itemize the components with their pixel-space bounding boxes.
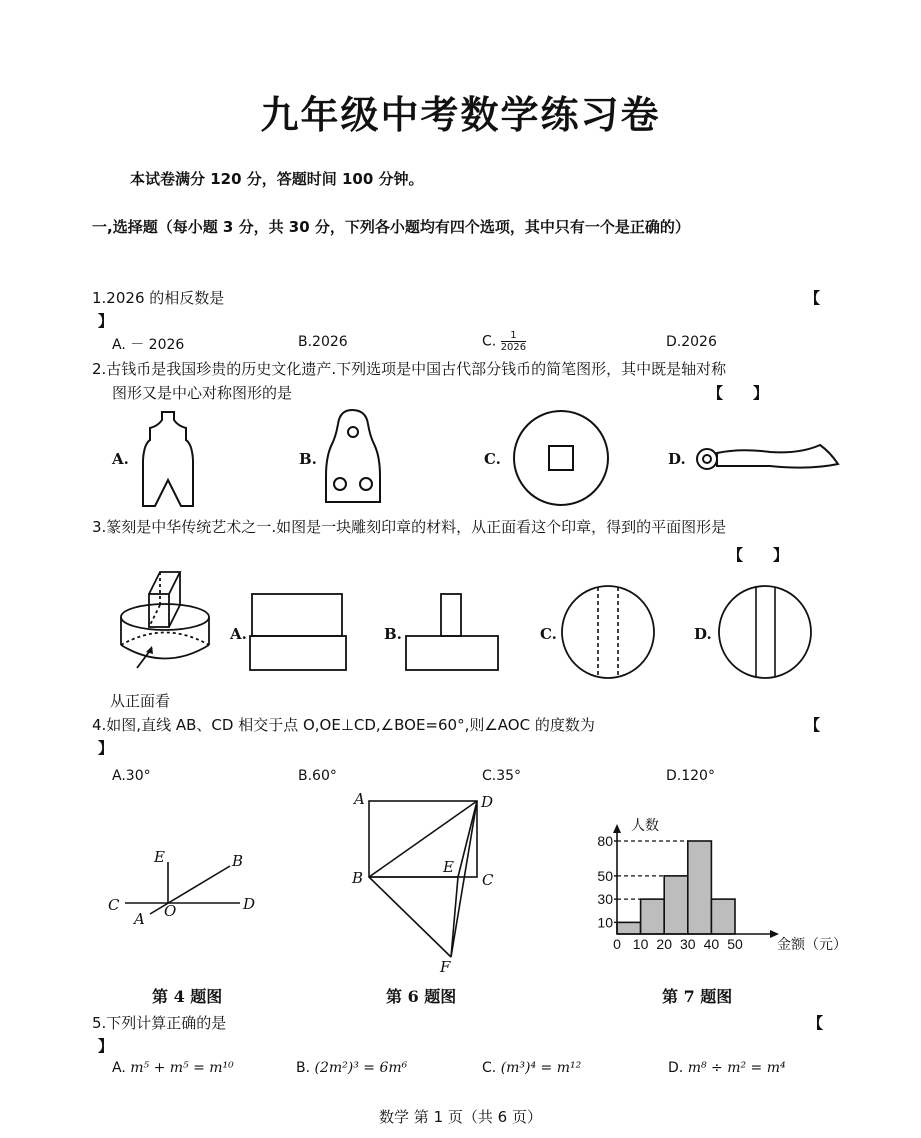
histogram-bar bbox=[664, 876, 688, 934]
page-title: 九年级中考数学练习卷 bbox=[260, 92, 661, 137]
answer-bracket-open: 【 bbox=[805, 716, 821, 734]
q5-option-c-expr: (m³)⁴ = m¹² bbox=[500, 1060, 582, 1076]
fig7-x-label: 金额（元） bbox=[777, 937, 847, 953]
q1-option-b: B.2026 bbox=[298, 334, 348, 350]
q3-label-b: B. bbox=[384, 625, 402, 643]
answer-bracket-pair: 【 】 bbox=[708, 384, 769, 402]
question-2-stem-line1: 2.古钱币是我国珍贵的历史文化遗产.下列选项是中国古代部分钱币的简笔图形，其中既是轴对称 bbox=[92, 360, 727, 378]
fig4-label-e: E bbox=[154, 848, 165, 866]
fig4-label-o: O bbox=[164, 902, 177, 920]
histogram-bar bbox=[711, 899, 735, 934]
fig4-label-a: A bbox=[134, 910, 145, 928]
q2-label-c: C. bbox=[484, 450, 501, 468]
fig6-label-e: E bbox=[443, 858, 454, 876]
q5-option-c bbox=[482, 1060, 581, 1076]
histogram-bar bbox=[688, 841, 712, 934]
question-3-stem: 3.篆刻是中华传统艺术之一.如图是一块雕刻印章的材料，从正面看这个印章，得到的平面图形是 bbox=[92, 518, 727, 536]
q4-option-a: A.30° bbox=[112, 768, 151, 784]
q2-label-a: A. bbox=[112, 450, 129, 468]
q1-option-a: A. － 2026 bbox=[112, 337, 185, 353]
histogram-bar bbox=[641, 899, 665, 934]
q5-option-b bbox=[296, 1060, 407, 1076]
fig6-caption: 第 6 题图 bbox=[386, 987, 457, 1006]
q3-label-c: C. bbox=[540, 625, 557, 643]
fig4-label-d: D bbox=[243, 895, 256, 913]
y-axis-arrow-icon bbox=[613, 824, 621, 833]
q4-option-c: C.35° bbox=[482, 768, 522, 784]
exam-note: 本试卷满分 120 分，答题时间 100 分钟。 bbox=[130, 170, 424, 188]
x-tick-label: 30 bbox=[680, 936, 696, 952]
q4-option-b: B.60° bbox=[298, 768, 337, 784]
answer-bracket-close: 】 bbox=[98, 1037, 114, 1055]
y-tick-label: 80 bbox=[597, 833, 613, 849]
q3-label-d: D. bbox=[694, 625, 712, 643]
y-tick-label: 50 bbox=[597, 867, 613, 884]
fig4-caption: 第 4 题图 bbox=[152, 987, 223, 1006]
answer-bracket-close: 】 bbox=[98, 739, 114, 757]
question-1-stem: 1.2026 的相反数是 bbox=[92, 289, 225, 307]
question-2-stem-line2: 图形又是中心对称图形的是 bbox=[112, 384, 293, 402]
fig7-y-label: 人数 bbox=[631, 818, 659, 834]
q5-option-d bbox=[668, 1060, 786, 1076]
fraction-denominator: 2026 bbox=[500, 342, 527, 353]
q5-option-b-expr: (2m²)³ = 6m⁶ bbox=[314, 1060, 408, 1076]
fig6-label-d: D bbox=[481, 793, 494, 811]
q4-option-d: D.120° bbox=[666, 768, 715, 784]
fig4-label-b: B bbox=[232, 852, 244, 870]
x-tick-label: 50 bbox=[727, 936, 743, 952]
x-tick-label: 10 bbox=[632, 936, 649, 952]
fig6-label-c: C bbox=[482, 871, 494, 889]
q5-option-b-letter: B. bbox=[296, 1060, 311, 1076]
y-tick-label: 10 bbox=[597, 914, 613, 931]
x-tick-label: 0 bbox=[613, 936, 621, 952]
fig7-caption: 第 7 题图 bbox=[662, 987, 733, 1006]
y-tick-label: 30 bbox=[597, 891, 613, 908]
q1-option-c-letter: C. bbox=[482, 333, 497, 350]
page-footer: 数学 第 1 页（共 6 页） bbox=[379, 1108, 542, 1126]
fraction-numerator: 1 bbox=[501, 330, 526, 342]
fig6-label-f: F bbox=[440, 958, 451, 976]
q2-label-d: D. bbox=[668, 450, 686, 468]
q5-option-a-expr: m⁵ + m⁵ = m¹⁰ bbox=[130, 1060, 234, 1076]
q5-option-a bbox=[112, 1060, 234, 1076]
q5-option-c-letter: C. bbox=[482, 1060, 497, 1076]
q5-option-a-letter: A. bbox=[112, 1060, 126, 1076]
q3-view-label: 从正面看 bbox=[110, 692, 171, 710]
q5-option-d-letter: D. bbox=[668, 1060, 684, 1076]
q1-option-d: D.2026 bbox=[666, 334, 717, 350]
q5-option-d-expr: m⁸ ÷ m² = m⁴ bbox=[687, 1060, 786, 1076]
q3-label-a: A. bbox=[230, 625, 247, 643]
x-tick-label: 40 bbox=[703, 936, 720, 952]
answer-bracket-pair: 【 】 bbox=[728, 546, 789, 564]
fig6-label-b: B bbox=[352, 869, 364, 887]
answer-bracket-open: 【 bbox=[808, 1014, 824, 1032]
question-4-stem: 4.如图,直线 AB、CD 相交于点 O,OE⊥CD,∠BOE=60°,则∠AOC 的度数为 bbox=[92, 716, 595, 734]
answer-bracket-open: 【 bbox=[805, 289, 821, 307]
q2-label-b: B. bbox=[299, 450, 317, 468]
fig4-label-c: C bbox=[108, 896, 120, 914]
question-5-stem: 5.下列计算正确的是 bbox=[92, 1014, 227, 1032]
fig6-label-a: A bbox=[354, 790, 365, 808]
x-tick-label: 20 bbox=[656, 936, 672, 952]
histogram-bar bbox=[617, 922, 641, 934]
answer-bracket-close: 】 bbox=[98, 312, 114, 330]
section-heading: 一,选择题（每小题 3 分，共 30 分，下列各小题均有四个选项，其中只有一个是正确的） bbox=[92, 218, 690, 236]
